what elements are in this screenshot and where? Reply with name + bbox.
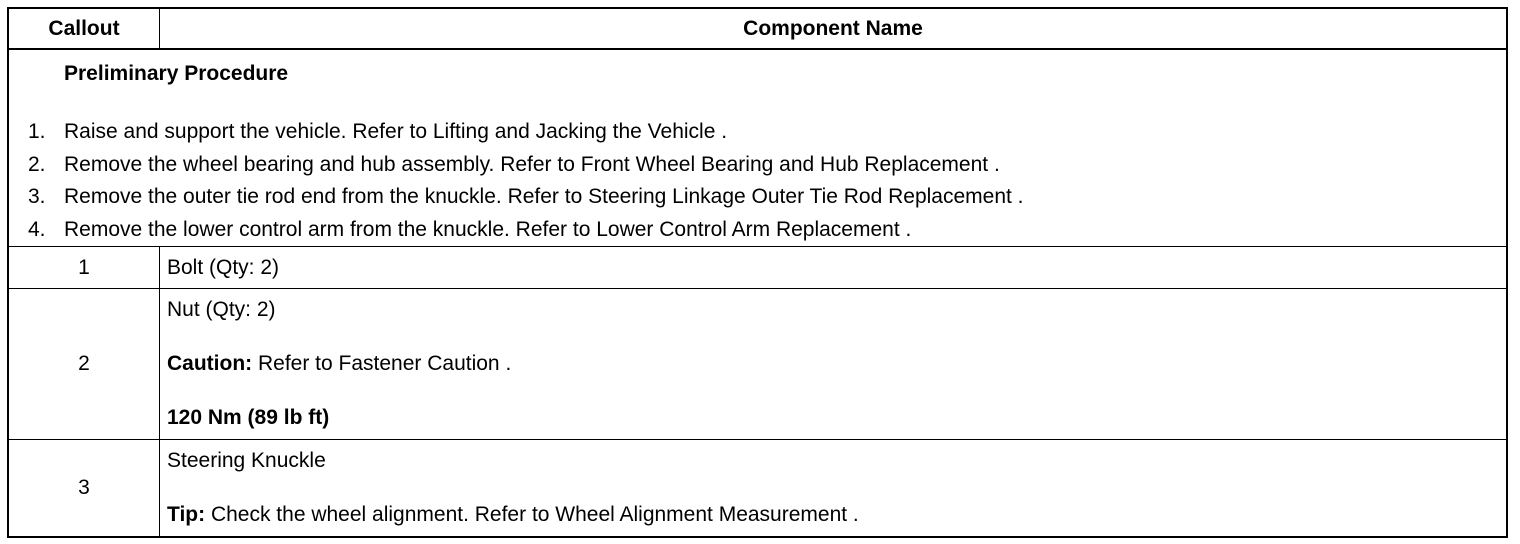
component-cell — [160, 440, 1508, 537]
table-row — [8, 289, 1507, 440]
step-text: Remove the outer tie rod end from the knuckle. Refer to Steering Linkage Outer Tie Rod Replacement . — [64, 185, 1024, 209]
component-name: Steering Knuckle — [167, 449, 326, 473]
callout-header: Callout — [8, 8, 160, 49]
step-text: Remove the wheel bearing and hub assembly. Refer to Front Wheel Bearing and Hub Replacement . — [64, 152, 1000, 176]
component-table — [7, 7, 1508, 538]
component-cell — [160, 289, 1508, 440]
callout-cell: 1 — [8, 247, 160, 289]
step-text: Remove the lower control arm from the knuckle. Refer to Lower Control Arm Replacement . — [64, 217, 912, 241]
preliminary-step — [9, 214, 1506, 247]
caution-text: Refer to Fastener Caution . — [252, 352, 512, 376]
component-cell — [160, 247, 1508, 289]
preliminary-procedure-row — [8, 49, 1507, 247]
step-number: 3. — [28, 185, 46, 209]
preliminary-procedure-cell — [8, 49, 1507, 247]
callout-cell: 2 — [8, 289, 160, 440]
caution-label: Caution: — [167, 352, 253, 376]
torque-spec: 120 Nm (89 lb ft) — [167, 406, 330, 430]
tip-text: Check the wheel alignment. Refer to Wheel Alignment Measurement . — [205, 503, 859, 527]
preliminary-step — [9, 181, 1506, 214]
tip-note — [167, 503, 1506, 527]
header-row — [8, 8, 1507, 49]
step-text: Raise and support the vehicle. Refer to Lifting and Jacking the Vehicle . — [64, 120, 728, 143]
component-name: Nut (Qty: 2) — [167, 298, 276, 322]
callout-cell: 3 — [8, 440, 160, 537]
preliminary-steps-list — [9, 116, 1506, 246]
caution-note — [167, 352, 1506, 376]
preliminary-step — [9, 116, 1506, 149]
table-row — [8, 247, 1507, 289]
step-number: 2. — [28, 152, 46, 176]
tip-label: Tip: — [167, 503, 206, 527]
component-name-header: Component Name — [160, 8, 1508, 49]
step-number: 1. — [28, 120, 46, 143]
preliminary-procedure-title: Preliminary Procedure — [64, 62, 289, 85]
preliminary-step — [9, 149, 1506, 182]
component-name: Bolt (Qty: 2) — [167, 255, 280, 279]
step-number: 4. — [28, 217, 46, 241]
table-row — [8, 440, 1507, 537]
